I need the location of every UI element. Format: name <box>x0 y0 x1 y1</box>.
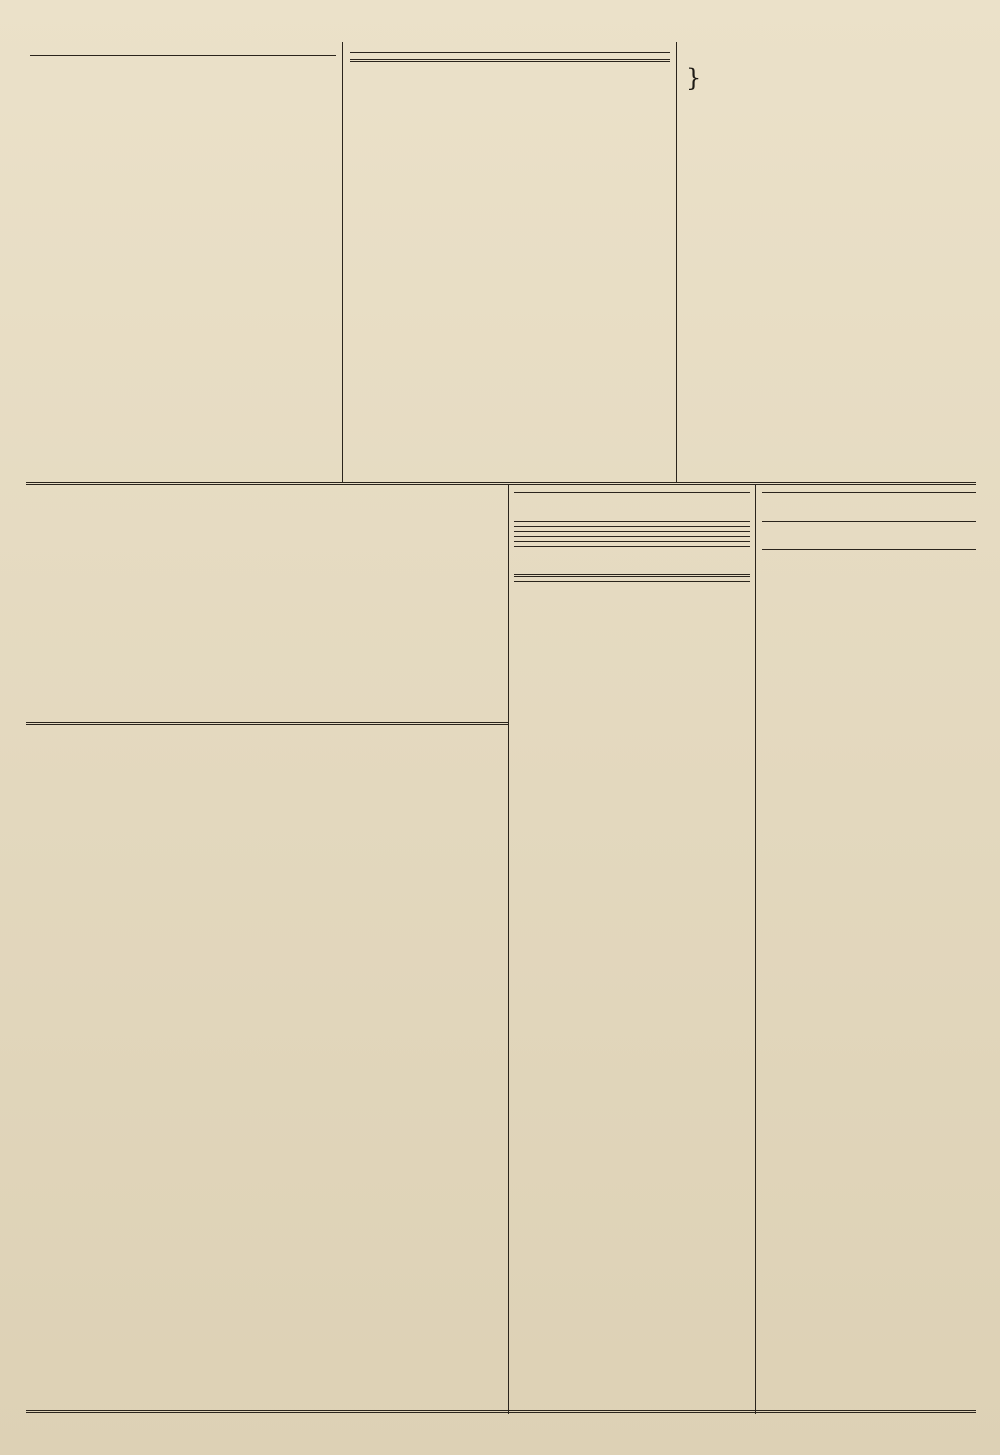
page-footer <box>30 1414 976 1442</box>
section-rule <box>26 722 508 725</box>
column-3 <box>684 46 976 480</box>
column-rule <box>755 484 756 1414</box>
willer-ad <box>30 488 502 718</box>
section-rule <box>26 482 976 485</box>
column-1 <box>30 46 336 480</box>
column-2 <box>350 46 670 480</box>
renten-notice <box>30 728 502 1408</box>
column-rule <box>342 42 343 482</box>
column-rule <box>508 484 509 1414</box>
column-middle <box>514 488 750 1408</box>
brace-icon: } <box>686 63 702 92</box>
column-right <box>762 488 976 1408</box>
section-rule <box>26 1410 976 1413</box>
column-rule <box>676 42 677 482</box>
